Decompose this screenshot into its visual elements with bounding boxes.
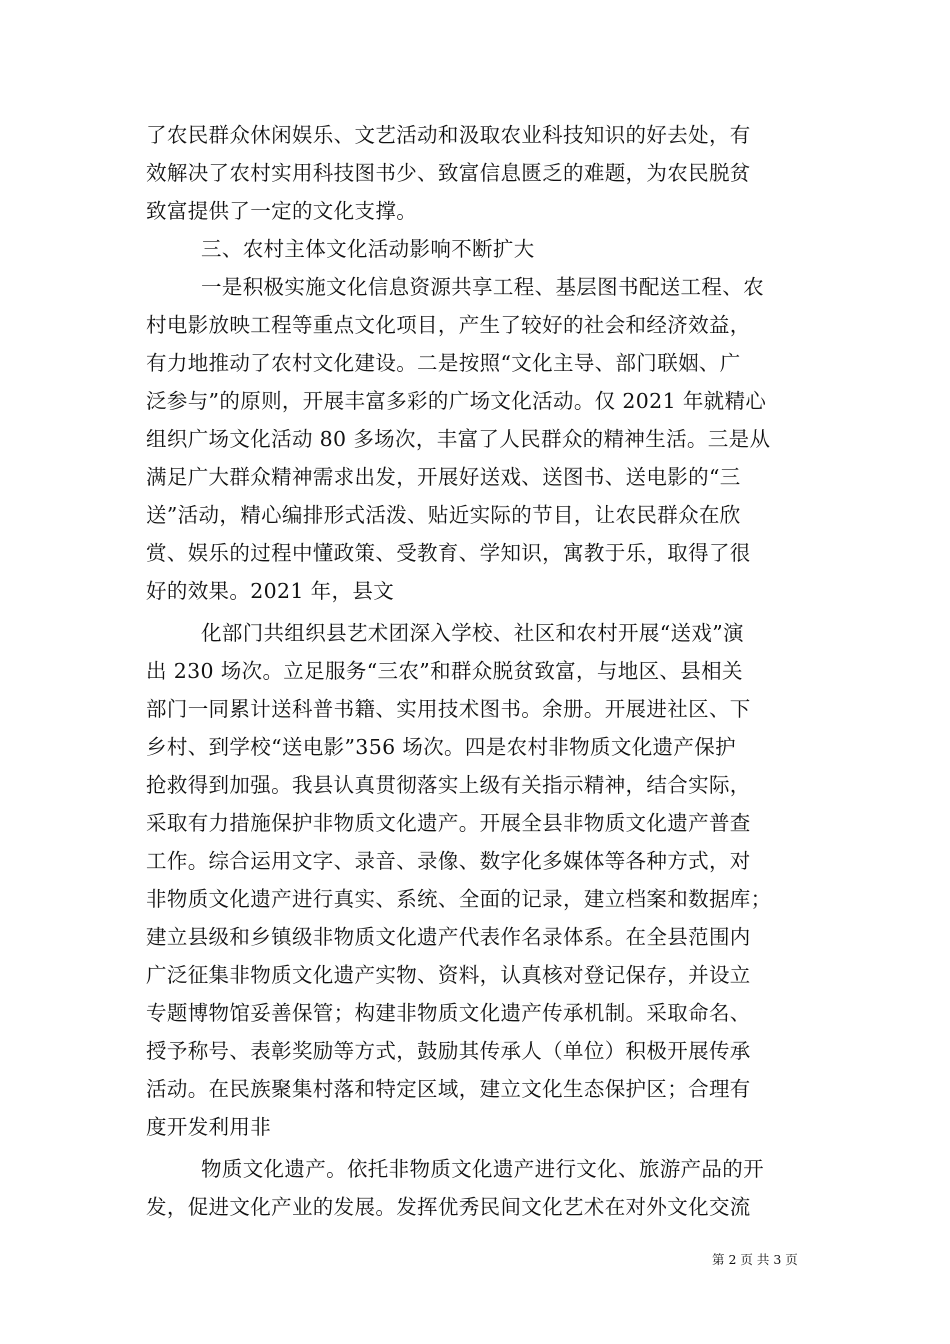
body-text-line: 采取有力措施保护非物质文化遗产。开展全县非物质文化遗产普查 xyxy=(146,811,751,835)
body-text-line: 好的效果。2021 年，县文 xyxy=(146,579,395,603)
body-text-line: 专题博物馆妥善保管；构建非物质文化遗产传承机制。采取命名、 xyxy=(146,1001,751,1025)
page-number: 第 2 页 共 3 页 xyxy=(712,1252,798,1267)
body-text-line: 了农民群众休闲娱乐、文艺活动和汲取农业科技知识的好去处，有 xyxy=(146,123,751,147)
body-text-line: 授予称号、表彰奖励等方式，鼓励其传承人（单位）积极开展传承 xyxy=(146,1039,751,1063)
body-text-line: 送”活动，精心编排形式活泼、贴近实际的节目，让农民群众在欣 xyxy=(146,503,741,527)
body-text-line: 效解决了农村实用科技图书少、致富信息匮乏的难题，为农民脱贫 xyxy=(146,161,751,185)
body-text-line: 赏、娱乐的过程中懂政策、受教育、学知识，寓教于乐，取得了很 xyxy=(146,541,751,565)
body-text-line: 度开发利用非 xyxy=(146,1115,272,1139)
body-text-line: 乡村、到学校“送电影”356 场次。四是农村非物质文化遗产保护 xyxy=(146,735,736,759)
body-text-line: 有力地推动了农村文化建设。二是按照“文化主导、部门联姻、广 xyxy=(146,351,741,375)
body-text-line: 满足广大群众精神需求出发，开展好送戏、送图书、送电影的“三 xyxy=(146,465,741,489)
body-text-line: 非物质文化遗产进行真实、系统、全面的记录，建立档案和数据库； xyxy=(146,887,772,911)
body-text-line: 活动。在民族聚集村落和特定区域，建立文化生态保护区；合理有 xyxy=(146,1077,751,1101)
body-text-line: 工作。综合运用文字、录音、录像、数字化多媒体等各种方式，对 xyxy=(146,849,751,873)
body-text-line: 发，促进文化产业的发展。发挥优秀民间文化艺术在对外文化交流 xyxy=(146,1195,751,1219)
body-text-line: 建立县级和乡镇级非物质文化遗产代表作名录体系。在全县范围内 xyxy=(146,925,751,949)
body-text-line: 化部门共组织县艺术团深入学校、社区和农村开展“送戏”演 xyxy=(201,621,744,645)
section-heading: 三、农村主体文化活动影响不断扩大 xyxy=(201,237,535,261)
body-text-line: 抢救得到加强。我县认真贯彻落实上级有关指示精神，结合实际， xyxy=(146,773,751,797)
body-text-line: 物质文化遗产。依托非物质文化遗产进行文化、旅游产品的开 xyxy=(201,1157,764,1181)
body-text-line: 部门一同累计送科普书籍、实用技术图书。余册。开展进社区、下 xyxy=(146,697,751,721)
body-text-line: 广泛征集非物质文化遗产实物、资料，认真核对登记保存，并设立 xyxy=(146,963,751,987)
body-text-line: 出 230 场次。立足服务“三农”和群众脱贫致富，与地区、县相关 xyxy=(146,659,743,683)
body-text-line: 组织广场文化活动 80 多场次，丰富了人民群众的精神生活。三是从 xyxy=(146,427,771,451)
body-text-line: 村电影放映工程等重点文化项目，产生了较好的社会和经济效益， xyxy=(146,313,751,337)
body-text-line: 泛参与”的原则，开展丰富多彩的广场文化活动。仅 2021 年就精心 xyxy=(146,389,767,413)
body-text-line: 一是积极实施文化信息资源共享工程、基层图书配送工程、农 xyxy=(201,275,764,299)
body-text-line: 致富提供了一定的文化支撑。 xyxy=(146,199,418,223)
